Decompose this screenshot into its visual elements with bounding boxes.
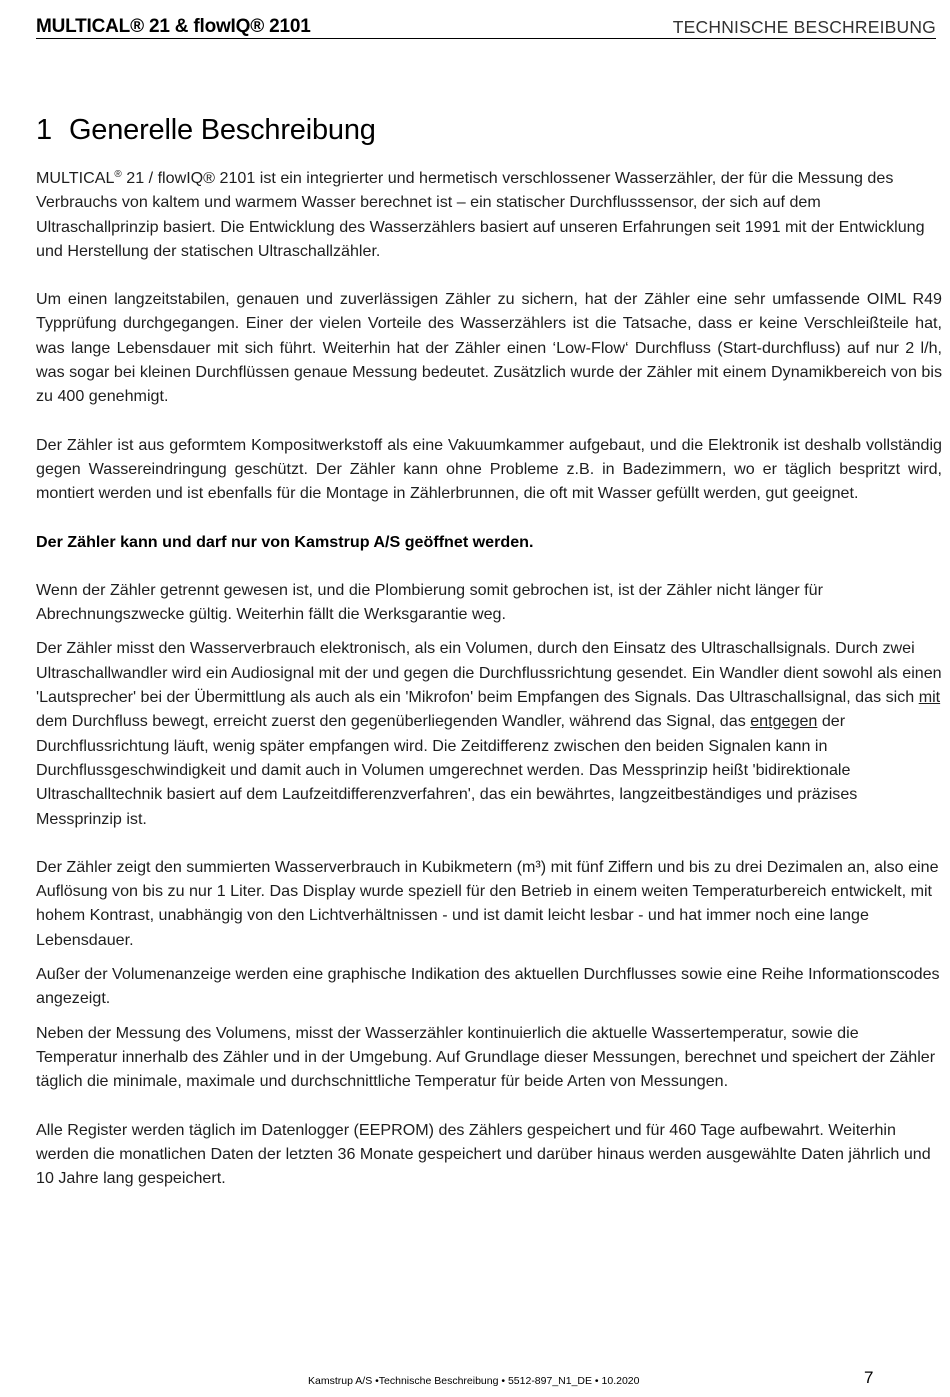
footer-document-info: Kamstrup A/S •Technische Beschreibung • 5512-897_N1_DE • 10.2020: [308, 1375, 640, 1387]
paragraph-indication: Außer der Volumenanzeige werden eine graphische Indikation des aktuellen Durchflusses sowie eine Reihe Informationscodes angezeigt.: [36, 965, 940, 1008]
paragraph-measurement: [36, 636, 942, 830]
paragraph-display: Der Zähler zeigt den summierten Wasserverbrauch in Kubikmetern (m³) mit fünf Ziffern und bis zu drei Dezimalen an, also eine Auflösung von bis zu nur 1 Liter. Das Display wurde speziell für den Betrieb in einem weiten Temperaturbereich entwickelt, mit hohem Kontrast, unabhängig von den Lichtverhältnissen - und ist damit leicht lesbar - und hat immer noch eine lange Lebensdauer.: [36, 857, 939, 949]
paragraph-seal: Wenn der Zähler getrennt gewesen ist, und die Plombierung somit gebrochen ist, ist der Zähler nicht länger für Abrechnungszwecke gültig. Weiterhin fällt die Werksgarantie weg.: [36, 580, 823, 624]
paragraph-oiml: Um einen langzeitstabilen, genauen und zuverlässigen Zähler zu sichern, hat der Zähler eine sehr umfassende OIML R49 Typprüfung durchgegangen. Einer der vielen Vorteile des Wasserzählers ist die Tatsache, dass er keine Verschleißteile hat, was lange Lebensdauer mit sich führt. Weiterhin hat der Zähler einen ‘Low-Flow‘ Durchfluss (Start-durchfluss) auf nur 2 l/h, was sogar bei kleinen Durchflüssen genaue Messung bedeutet. Zusätzlich wurde der Zähler mit einem Dynamikbereich von bis zu 400 genehmigt.: [36, 290, 942, 406]
section-title: Generelle Beschreibung: [68, 114, 376, 146]
paragraph-datalogger: Alle Register werden täglich im Datenlogger (EEPROM) des Zählers gespeichert und für 460 Tage aufbewahrt. Weiterhin werden die monatlichen Daten der letzten 36 Monate gespeichert und darüber hinaus werden ausgewählte Daten jährlich und 10 Jahre lang gespeichert.: [36, 1120, 931, 1188]
section-number: 1: [36, 114, 52, 146]
header-document-type: TECHNISCHE BESCHREIBUNG: [672, 17, 936, 37]
registered-mark: ®: [114, 169, 122, 180]
measurement-text-part: der Durchflussrichtung läuft, wenig später empfangen wird. Die Zeitdifferenz zwischen den beiden Signalen kann in Durchflussgeschwindigkeit und damit auch in Volumen umgerechnet werden. Das Messprinzip heißt 'bidirektionale Ultraschalltechnik basiert auf dem Laufzeitdifferenzverfahren', das ein bewährtes, langzeitbeständiges und präzises Messprinzip ist.: [36, 712, 858, 828]
page-number: 7: [864, 1368, 874, 1387]
underlined-word-mit: mit: [918, 688, 941, 707]
paragraph-temperature: Neben der Messung des Volumens, misst der Wasserzähler kontinuierlich die aktuelle Wassertemperatur, sowie die Temperatur innerhalb des Zähler und in der Umgebung. Auf Grundlage dieser Messungen, berechnet und speichert der Zähler täglich die minimale, maximale und durchschnittliche Temperatur für beide Arten von Messungen.: [36, 1023, 936, 1091]
paragraph-construction: Der Zähler ist aus geformtem Kompositwerkstoff als eine Vakuumkammer aufgebaut, und die Elektronik ist deshalb vollständig gegen Wassereindringung geschützt. Der Zähler kann ohne Probleme z.B. in Badezimmern, wo er täglich bespritzt wird, montiert werden und ist ebenfalls für die Montage in Zählerbrunnen, die oft mit Wasser gefüllt werden, gut geeignet.: [36, 435, 942, 503]
page-header: [36, 14, 936, 39]
section-heading: [36, 114, 376, 147]
header-product-name: MULTICAL® 21 & flowIQ® 2101: [36, 16, 311, 37]
intro-text-part: MULTICAL: [36, 169, 115, 187]
paragraph-warning: Der Zähler kann und darf nur von Kamstrup A/S geöffnet werden.: [36, 532, 534, 551]
measurement-text-part: dem Durchfluss bewegt, erreicht zuerst den gegenüberliegenden Wandler, während das Signal, das: [36, 712, 751, 731]
measurement-text-part: Der Zähler misst den Wasserverbrauch elektronisch, als ein Volumen, durch den Einsatz des Ultraschallsignals. Durch zwei Ultraschallwandler wird ein Audiosignal mit der und gegen die Durchflussrichtung gesendet. Ein Wandler dient sowohl als einen 'Lautsprecher' bei der Übermittlung als auch als ein 'Mikrofon' beim Empfangen des Signals. Das Ultraschallsignal, das sich: [36, 639, 942, 707]
page-footer: [0, 1368, 950, 1395]
paragraph-intro: [36, 166, 942, 263]
intro-text-rest: 21 / flowIQ® 2101 ist ein integrierter und hermetisch verschlossener Wasserzähler, der für die Messung des Verbrauchs von kaltem und warmem Wasser berechnet ist – ein statischer Durchflusssensor, der sich auf dem Ultraschallprinzip basiert. Die Entwicklung des Wasserzählers basiert auf unseren Erfahrungen seit 1991 mit der Entwicklung und Herstellung der statischen Ultraschallzähler.: [36, 169, 925, 260]
underlined-word-entgegen: entgegen: [750, 712, 818, 731]
body-text: [36, 166, 942, 1190]
